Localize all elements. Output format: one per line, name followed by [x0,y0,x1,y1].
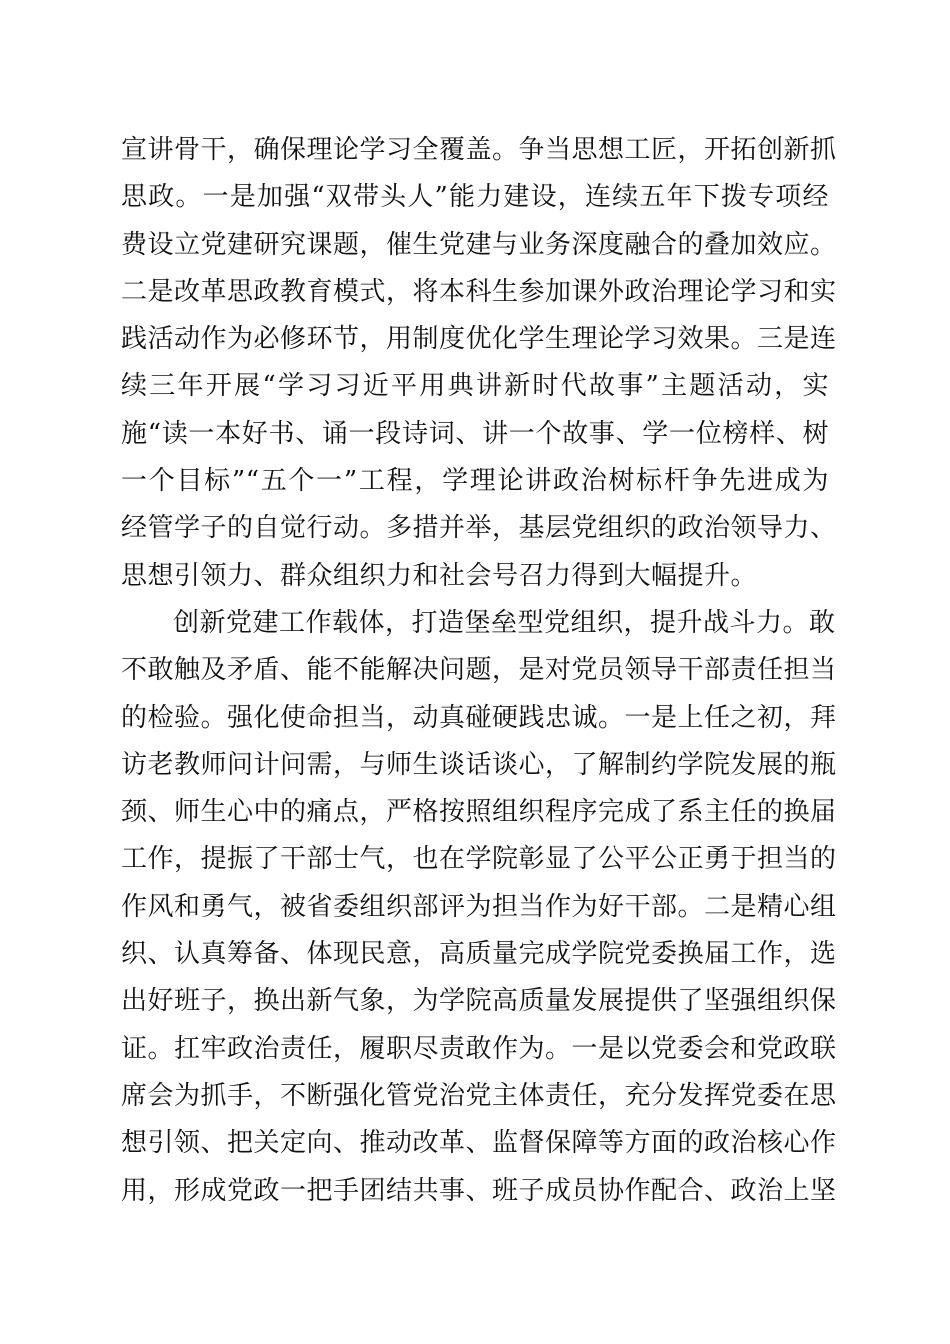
paragraph-1-line-8: 一个目标”“五个一”工程，学理论讲政治树标杆争先进成为 [121,466,829,497]
paragraph-2-line-1: 创新党建工作载体，打造堡垒型党组织，提升战斗力。敢 [173,607,836,638]
paragraph-1-line-7: 施“读一本好书、诵一段诗词、讲一个故事、学一位榜样、树 [121,418,829,449]
paragraph-2-line-13: 用，形成党政一把手团结共事、班子成员协作配合、政治上坚 [121,1175,837,1206]
paragraph-2-line-8: 织、认真筹备、体现民意，高质量完成学院党委换届工作，选 [121,939,837,970]
paragraph-1-line-4: 二是改革思政教育模式，将本科生参加课外政治理论学习和实 [121,276,837,307]
paragraph-1-line-2: 思政。一是加强“双带头人”能力建设，连续五年下拨专项经 [121,182,829,213]
paragraph-2-line-3: 的检验。强化使命担当，动真碰硬践忠诚。一是上任之初，拜 [121,702,837,733]
paragraph-1-line-10: 思想引领力、群众组织力和社会号召力得到大幅提升。 [121,560,758,591]
paragraph-2-line-9: 出好班子，换出新气象，为学院高质量发展提供了坚强组织保 [121,986,837,1017]
paragraph-2-line-5: 颈、师生心中的痛点，严格按照组织程序完成了系主任的换届 [121,797,837,828]
document-body [121,127,837,1215]
paragraph-2-line-4: 访老教师问计问需，与师生谈话谈心，了解制约学院发展的瓶 [121,749,837,780]
paragraph-1-line-3: 费设立党建研究课题，催生党建与业务深度融合的叠加效应。 [121,229,837,260]
paragraph-1-line-9: 经管学子的自觉行动。多措并举，基层党组织的政治领导力、 [121,513,837,544]
paragraph-2-line-2: 不敢触及矛盾、能不能解决问题，是对党员领导干部责任担当 [121,655,837,686]
paragraph-2-line-12: 想引领、把关定向、推动改革、监督保障等方面的政治核心作 [121,1128,837,1159]
paragraph-1-line-6: 续三年开展“学习习近平用典讲新时代故事”主题活动，实 [121,371,829,402]
paragraph-2-line-10: 证。扛牢政治责任，履职尽责敢作为。一是以党委会和党政联 [121,1033,837,1064]
paragraph-2-line-11: 席会为抓手，不断强化管党治党主体责任，充分发挥党委在思 [121,1080,837,1111]
paragraph-1-line-5: 践活动作为必修环节，用制度优化学生理论学习效果。三是连 [121,324,837,355]
paragraph-1-line-1: 宣讲骨干，确保理论学习全覆盖。争当思想工匠，开拓创新抓 [121,135,837,165]
paragraph-2-line-7: 作风和勇气，被省委组织部评为担当作为好干部。二是精心组 [121,891,837,922]
paragraph-2-line-6: 工作，提振了干部士气，也在学院彰显了公平公正勇于担当的 [121,844,837,875]
